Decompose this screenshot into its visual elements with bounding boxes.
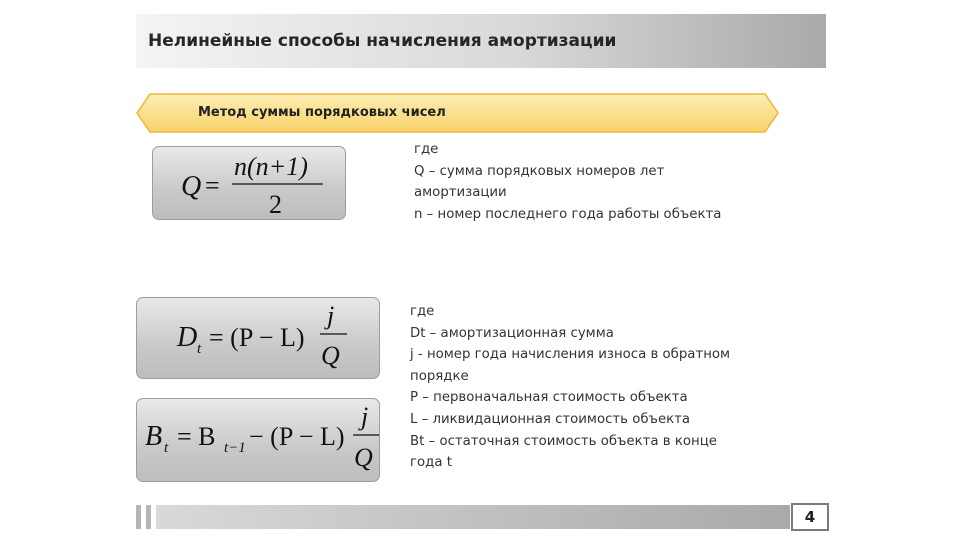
- desc-d-line: j - номер года начисления износа в обратном: [410, 347, 731, 363]
- b-eq: = B: [177, 422, 216, 451]
- q-denominator: 2: [269, 190, 282, 219]
- formula-b: [137, 399, 381, 483]
- d-rhs: = (P − L): [209, 323, 305, 352]
- desc-d-line: Dt – амортизационная сумма: [410, 325, 614, 341]
- desc-q-line: n – номер последнего года работы объекта: [414, 206, 722, 222]
- desc-d-line: L – ликвидационная стоимость объекта: [410, 411, 691, 427]
- q-numerator: n(n+1): [234, 152, 308, 181]
- desc-d-line: P – первоначальная стоимость объекта: [410, 390, 688, 406]
- d-numerator: j: [327, 301, 335, 330]
- b-lhs-sub: t: [164, 440, 169, 456]
- title-bar: [136, 14, 826, 68]
- formula-d-box: [136, 297, 380, 379]
- desc-d: [410, 301, 730, 474]
- formula-q-box: [152, 146, 346, 220]
- d-lhs: D: [177, 322, 198, 353]
- desc-d-line: порядке: [410, 368, 469, 384]
- footer-stripe: [146, 505, 151, 529]
- slide-title: Нелинейные способы начисления амортизации: [148, 31, 617, 51]
- desc-d-line: Bt – остаточная стоимость объекта в конце: [410, 433, 717, 449]
- page-number: 4: [791, 503, 829, 531]
- formula-d: [137, 298, 381, 380]
- method-ribbon: [136, 93, 779, 133]
- q-eq: =: [205, 171, 220, 200]
- b-denominator: Q: [354, 443, 373, 472]
- q-lhs: Q: [181, 171, 202, 202]
- b-numerator: j: [361, 402, 369, 431]
- formula-q: [153, 147, 347, 221]
- desc-q-line: Q – сумма порядковых номеров лет: [414, 163, 665, 179]
- b-sub: t−1: [224, 440, 246, 456]
- footer-stripe: [136, 505, 141, 529]
- d-lhs-sub: t: [197, 341, 202, 357]
- desc-q-line: где: [414, 142, 439, 157]
- b-lhs: B: [145, 421, 163, 452]
- footer-bar: [156, 505, 790, 529]
- b-rhs: − (P − L): [249, 422, 345, 451]
- desc-d-line: года t: [410, 455, 452, 471]
- desc-q-line: амортизации: [414, 185, 507, 201]
- method-label: Метод суммы порядковых чисел: [198, 105, 446, 120]
- formula-b-box: [136, 398, 380, 482]
- d-denominator: Q: [321, 341, 340, 370]
- desc-d-line: где: [410, 304, 435, 319]
- desc-q: [414, 139, 721, 225]
